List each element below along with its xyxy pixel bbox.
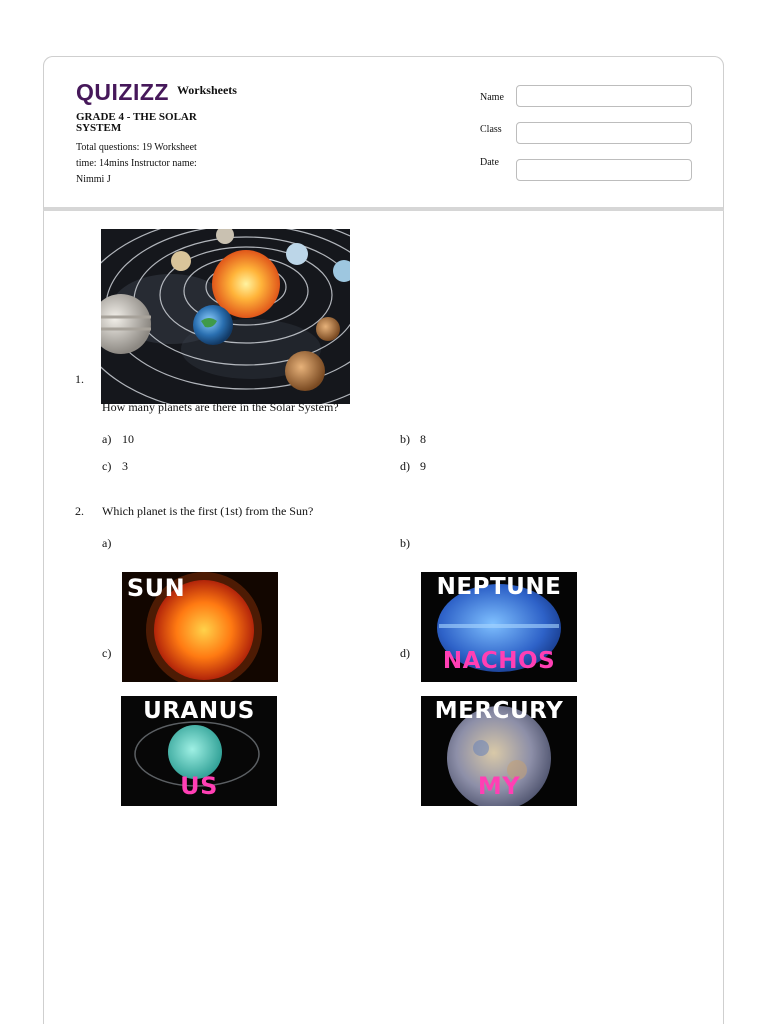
option-b-letter[interactable]: b)	[400, 536, 410, 550]
option-text: 9	[420, 459, 426, 473]
option-letter: a)	[102, 432, 112, 446]
uranus-image-mnemonic: US	[180, 772, 218, 800]
option-c-image-uranus[interactable]	[121, 696, 277, 806]
option-letter: c)	[102, 459, 112, 473]
question-text: How many planets are there in the Solar System?	[102, 400, 339, 414]
date-label: Date	[480, 157, 499, 168]
logo-wordmark: QUIZIZZ	[76, 78, 169, 105]
option-text: 8	[420, 432, 426, 446]
logo-subtitle: Worksheets	[176, 82, 237, 97]
quizizz-logo	[76, 80, 237, 104]
question-number: 2.	[75, 504, 84, 518]
name-label: Name	[480, 92, 504, 103]
mercury-image-mnemonic: MY	[477, 772, 521, 800]
meta-line: time: 14mins Instructor name:	[76, 158, 197, 169]
class-field[interactable]	[516, 122, 692, 144]
option-d[interactable]	[400, 459, 426, 474]
mercury-image-label: MERCURY	[434, 698, 564, 724]
neptune-image-label: NEPTUNE	[436, 574, 562, 600]
meta-line: Total questions: 19 Worksheet	[76, 142, 197, 153]
worksheet-meta	[76, 140, 226, 188]
option-letter: d)	[400, 459, 410, 473]
option-a-image-sun[interactable]	[122, 572, 278, 682]
option-c-letter[interactable]: c)	[102, 646, 112, 660]
uranus-image-label: URANUS	[143, 698, 255, 724]
meta-line: Nimmi J	[76, 174, 111, 185]
option-c[interactable]	[102, 459, 128, 474]
option-b[interactable]	[400, 432, 426, 447]
neptune-image-mnemonic: NACHOS	[442, 648, 556, 674]
option-d-image-mercury[interactable]	[421, 696, 577, 806]
worksheet-title: GRADE 4 - THE SOLAR SYSTEM	[76, 111, 197, 134]
solar-system-image	[101, 229, 350, 404]
option-text: 10	[122, 432, 134, 446]
date-field[interactable]	[516, 159, 692, 181]
question-text: Which planet is the first (1st) from the Sun?	[102, 504, 314, 518]
name-field[interactable]	[516, 85, 692, 107]
option-d-letter[interactable]: d)	[400, 646, 410, 660]
option-a[interactable]	[102, 432, 134, 447]
question-number: 1.	[75, 372, 84, 386]
solar-system-illustration	[101, 229, 350, 404]
class-label: Class	[480, 124, 502, 135]
option-letter: b)	[400, 432, 410, 446]
option-a-letter[interactable]: a)	[102, 536, 112, 550]
option-b-image-neptune[interactable]	[421, 572, 577, 682]
option-text: 3	[122, 459, 128, 473]
sun-image-label: SUN	[126, 574, 186, 602]
